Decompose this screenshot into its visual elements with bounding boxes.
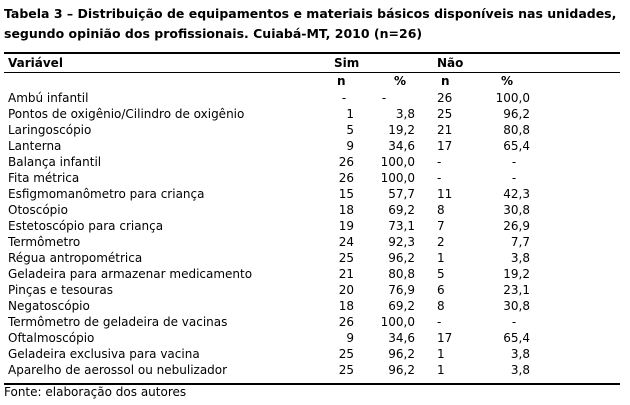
row-sim-pct: 69,2 bbox=[388, 299, 415, 313]
row-sim-n: 1 bbox=[346, 107, 354, 121]
row-sim-pct: 80,8 bbox=[388, 267, 415, 281]
row-nao-n: 5 bbox=[437, 267, 445, 281]
row-nao-n: 25 bbox=[437, 107, 453, 121]
table-row bbox=[4, 250, 620, 266]
row-nao-n: 21 bbox=[437, 123, 453, 137]
table-row bbox=[4, 298, 620, 314]
row-sim-pct: 73,1 bbox=[388, 219, 415, 233]
row-nao-n: 17 bbox=[437, 139, 453, 153]
table-row bbox=[4, 170, 620, 186]
row-sim-n: 24 bbox=[338, 235, 354, 249]
table-row bbox=[4, 346, 620, 362]
row-sim-n: 18 bbox=[338, 203, 354, 217]
row-variable: Laringoscópio bbox=[8, 123, 92, 137]
row-variable: Termômetro bbox=[8, 235, 81, 249]
header-nao: Não bbox=[437, 56, 464, 70]
row-variable: Geladeira para armazenar medicamento bbox=[8, 267, 253, 281]
row-nao-n: 8 bbox=[437, 203, 445, 217]
table-row bbox=[4, 122, 620, 138]
table-source: Fonte: elaboração dos autores bbox=[4, 385, 187, 399]
table-row bbox=[4, 234, 620, 250]
table-row bbox=[4, 282, 620, 298]
row-variable: Otoscópio bbox=[8, 203, 68, 217]
row-variable: Negatoscópio bbox=[8, 299, 90, 313]
row-sim-pct: 100,0 bbox=[380, 171, 415, 185]
header-sim-pct: % bbox=[394, 74, 407, 88]
row-variable: Lanterna bbox=[8, 139, 62, 153]
row-sim-pct: 3,8 bbox=[395, 107, 415, 121]
row-variable: Pinças e tesouras bbox=[8, 283, 113, 297]
row-variable: Geladeira exclusiva para vacina bbox=[8, 347, 200, 361]
row-sim-pct: 34,6 bbox=[388, 331, 415, 345]
table-row bbox=[4, 138, 620, 154]
row-sim-n: 9 bbox=[346, 139, 354, 153]
row-nao-n: 26 bbox=[437, 91, 453, 105]
row-sim-n: 26 bbox=[338, 155, 354, 169]
row-sim-pct: 69,2 bbox=[388, 203, 415, 217]
row-nao-n: - bbox=[437, 171, 442, 185]
row-nao-pct: 7,7 bbox=[510, 235, 530, 249]
header-variable: Variável bbox=[8, 56, 63, 70]
row-nao-n: 1 bbox=[437, 363, 445, 377]
row-variable: Fita métrica bbox=[8, 171, 80, 185]
row-variable: Pontos de oxigênio/Cilindro de oxigênio bbox=[8, 107, 245, 121]
row-sim-pct: 96,2 bbox=[388, 347, 415, 361]
table-row bbox=[4, 154, 620, 170]
row-nao-pct: - bbox=[511, 315, 517, 329]
row-nao-pct: 30,8 bbox=[503, 203, 530, 217]
row-sim-n: 19 bbox=[338, 219, 354, 233]
table-row bbox=[4, 202, 620, 218]
table-row bbox=[4, 362, 620, 378]
row-sim-pct: 100,0 bbox=[380, 315, 415, 329]
row-variable: Balança infantil bbox=[8, 155, 102, 169]
row-nao-n: 7 bbox=[437, 219, 445, 233]
row-nao-n: 17 bbox=[437, 331, 453, 345]
row-sim-pct: 34,6 bbox=[388, 139, 415, 153]
row-nao-pct: 3,8 bbox=[510, 251, 530, 265]
table-row bbox=[4, 186, 620, 202]
row-sim-pct: 76,9 bbox=[388, 283, 415, 297]
row-sim-n: 5 bbox=[346, 123, 354, 137]
row-sim-pct: 96,2 bbox=[388, 251, 415, 265]
table-row bbox=[4, 314, 620, 330]
row-nao-pct: 3,8 bbox=[510, 363, 530, 377]
row-sim-n: 15 bbox=[338, 187, 354, 201]
row-sim-pct: 19,2 bbox=[388, 123, 415, 137]
row-nao-n: 8 bbox=[437, 299, 445, 313]
row-sim-n: 26 bbox=[338, 171, 354, 185]
row-nao-n: - bbox=[437, 315, 442, 329]
row-variable: Ambú infantil bbox=[8, 91, 89, 105]
row-nao-n: 6 bbox=[437, 283, 445, 297]
row-sim-n: 26 bbox=[338, 315, 354, 329]
row-nao-n: 1 bbox=[437, 251, 445, 265]
row-sim-n: - bbox=[341, 91, 347, 105]
row-nao-pct: 3,8 bbox=[510, 347, 530, 361]
header-nao-n: n bbox=[441, 74, 450, 88]
row-nao-pct: 42,3 bbox=[503, 187, 530, 201]
row-sim-pct: - bbox=[381, 91, 387, 105]
row-nao-pct: 23,1 bbox=[503, 283, 530, 297]
row-nao-n: - bbox=[437, 155, 442, 169]
row-nao-pct: 65,4 bbox=[503, 331, 530, 345]
header-sim-n: n bbox=[337, 74, 346, 88]
row-variable: Oftalmoscópio bbox=[8, 331, 95, 345]
row-variable: Régua antropométrica bbox=[8, 251, 143, 265]
row-nao-pct: 96,2 bbox=[503, 107, 530, 121]
row-nao-n: 2 bbox=[437, 235, 445, 249]
row-sim-n: 25 bbox=[338, 251, 354, 265]
table-row bbox=[4, 266, 620, 282]
row-nao-pct: - bbox=[511, 155, 517, 169]
row-sim-n: 21 bbox=[338, 267, 354, 281]
row-sim-n: 18 bbox=[338, 299, 354, 313]
row-sim-n: 9 bbox=[346, 331, 354, 345]
row-nao-pct: 30,8 bbox=[503, 299, 530, 313]
table-row bbox=[4, 330, 620, 346]
top-rule bbox=[4, 52, 620, 54]
header-sim: Sim bbox=[334, 56, 360, 70]
row-sim-pct: 92,3 bbox=[388, 235, 415, 249]
row-sim-n: 25 bbox=[338, 347, 354, 361]
row-variable: Estetoscópio para criança bbox=[8, 219, 164, 233]
row-nao-pct: 100,0 bbox=[495, 91, 530, 105]
row-nao-pct: 19,2 bbox=[503, 267, 530, 281]
row-variable: Termômetro de geladeira de vacinas bbox=[8, 315, 228, 329]
row-sim-pct: 57,7 bbox=[388, 187, 415, 201]
row-nao-n: 11 bbox=[437, 187, 453, 201]
row-sim-pct: 96,2 bbox=[388, 363, 415, 377]
table-row bbox=[4, 90, 620, 106]
row-sim-n: 25 bbox=[338, 363, 354, 377]
row-nao-pct: 65,4 bbox=[503, 139, 530, 153]
table-caption: Tabela 3 – Distribuição de equipamentos e materiais básicos disponíveis nas unidades, segundo opinião dos profissionais. Cuiabá-MT, 2010 (n=26) bbox=[4, 6, 617, 41]
header-row-units bbox=[4, 73, 620, 89]
row-variable: Aparelho de aerossol ou nebulizador bbox=[8, 363, 228, 377]
header-nao-pct: % bbox=[501, 74, 514, 88]
row-nao-pct: - bbox=[511, 171, 517, 185]
row-variable: Esfigmomanômetro para criança bbox=[8, 187, 205, 201]
header-row-groups bbox=[4, 55, 620, 71]
table-row bbox=[4, 218, 620, 234]
row-nao-pct: 80,8 bbox=[503, 123, 530, 137]
row-sim-n: 20 bbox=[338, 283, 354, 297]
row-nao-pct: 26,9 bbox=[503, 219, 530, 233]
row-nao-n: 1 bbox=[437, 347, 445, 361]
row-sim-pct: 100,0 bbox=[380, 155, 415, 169]
table-row bbox=[4, 106, 620, 122]
